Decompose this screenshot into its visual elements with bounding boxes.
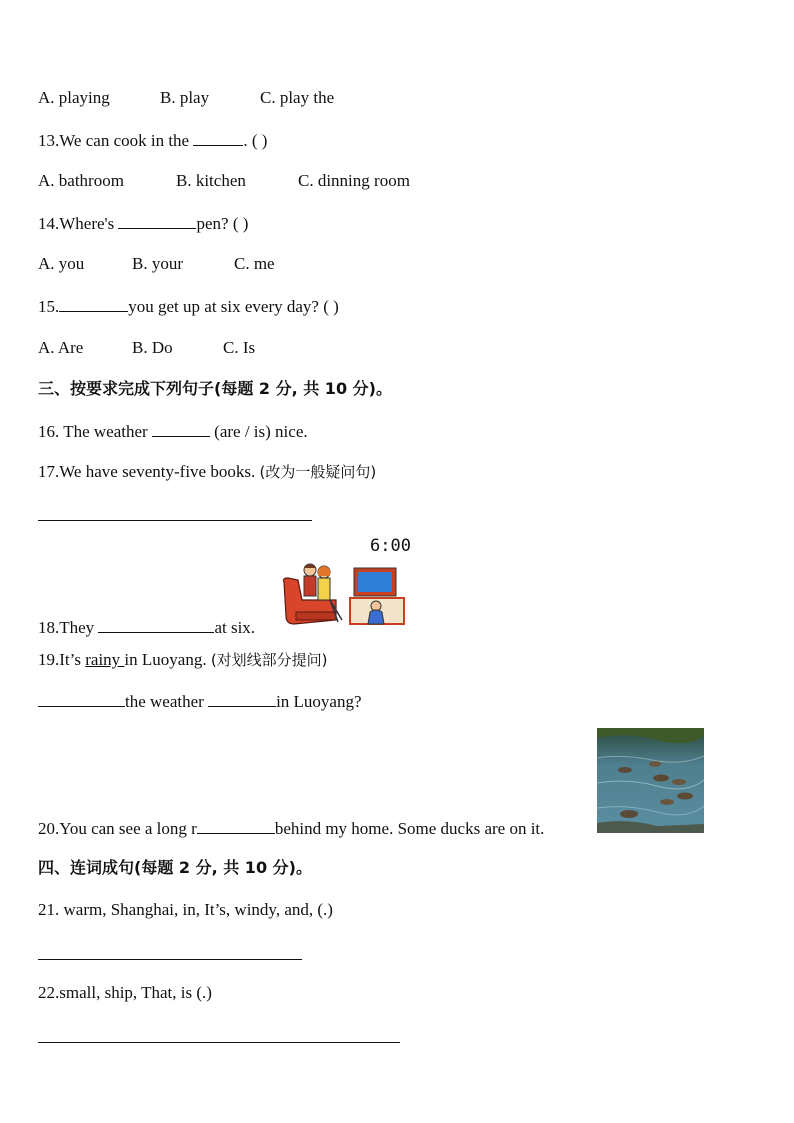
q20-number: 20. xyxy=(38,819,60,838)
q19-underlined-word: rainy xyxy=(85,650,125,669)
q18-text-post: at six. xyxy=(214,618,256,637)
q14-option-a[interactable]: A. you xyxy=(38,254,85,273)
q18-question xyxy=(38,616,255,639)
q22-question xyxy=(38,982,212,1004)
q20-text-post: behind my home. Some ducks are on it. xyxy=(274,819,545,838)
section-3-heading: 三、按要求完成下列句子(每题 2 分, 共 10 分)。 xyxy=(38,379,392,398)
q19-answer-end: in Luoyang? xyxy=(276,692,362,711)
q22-answer-line[interactable] xyxy=(38,1042,400,1043)
q21-text: . warm, Shanghai, in, It’s, windy, and, (.) xyxy=(55,900,333,919)
q19-answer-mid: the weather xyxy=(125,692,209,711)
q13-text-post: . ( ) xyxy=(243,131,268,150)
q14-question xyxy=(38,212,248,235)
q17-number: 17. xyxy=(38,462,60,481)
q13-option-c[interactable]: C. dinning room xyxy=(298,171,410,190)
q19-number: 19. xyxy=(38,650,60,669)
q14-options xyxy=(38,253,275,275)
ducks-on-river-photo xyxy=(597,728,704,833)
q16-question xyxy=(38,420,308,443)
q15-blank[interactable] xyxy=(59,295,128,312)
q16-number: 16. xyxy=(38,422,60,441)
q13-text-pre: We can cook in the xyxy=(59,131,194,150)
q15-number: 15. xyxy=(38,297,60,316)
q22-text: small, ship, That, is (.) xyxy=(59,983,212,1002)
q17-instruction: (改为一般疑问句) xyxy=(259,463,377,481)
q16-text-pre: The weather xyxy=(59,422,152,441)
q13-question xyxy=(38,129,267,152)
q14-text-pre: Where's xyxy=(59,214,119,233)
q19-blank-1[interactable] xyxy=(38,690,125,707)
q22-number: 22. xyxy=(38,983,60,1002)
q21-number: 21 xyxy=(38,900,55,919)
q20-blank[interactable] xyxy=(197,817,275,834)
q13-option-a[interactable]: A. bathroom xyxy=(38,171,124,190)
q14-number: 14. xyxy=(38,214,60,233)
q20-question xyxy=(38,817,544,840)
q15-option-c[interactable]: C. Is xyxy=(223,338,256,357)
q17-question xyxy=(38,461,376,483)
q18-text-pre: They xyxy=(59,618,99,637)
q13-options xyxy=(38,170,410,192)
q19-instruction: (对划线部分提问) xyxy=(210,651,328,669)
q13-number: 13. xyxy=(38,131,60,150)
q17-answer-line[interactable] xyxy=(38,520,312,521)
family-watching-tv-illustration xyxy=(280,560,410,630)
q21-answer-line[interactable] xyxy=(38,959,302,960)
q14-text-post: pen? ( ) xyxy=(196,214,249,233)
q12-option-a[interactable]: A. playing xyxy=(38,88,110,107)
q20-text-pre: You can see a long r xyxy=(59,819,197,838)
q14-option-b[interactable]: B. your xyxy=(132,254,183,273)
q12-option-c[interactable]: C. play the xyxy=(260,88,335,107)
q12-options xyxy=(38,87,334,109)
q15-question xyxy=(38,295,339,318)
q13-blank[interactable] xyxy=(193,129,243,146)
q15-options xyxy=(38,337,255,359)
q19-answer xyxy=(38,690,362,713)
q14-blank[interactable] xyxy=(118,212,196,229)
q18-number: 18. xyxy=(38,618,60,637)
q15-text-post: you get up at six every day? ( ) xyxy=(128,297,339,316)
q17-text: We have seventy-five books. xyxy=(59,462,256,481)
q19-question xyxy=(38,649,328,671)
q16-text-post: (are / is) nice. xyxy=(209,422,308,441)
q15-option-b[interactable]: B. Do xyxy=(132,338,173,357)
q14-option-c[interactable]: C. me xyxy=(234,254,275,273)
q18-clock-time: 6:00 xyxy=(370,536,411,556)
q12-option-b[interactable]: B. play xyxy=(160,88,210,107)
section-4-heading: 四、连词成句(每题 2 分, 共 10 分)。 xyxy=(38,858,312,877)
q15-option-a[interactable]: A. Are xyxy=(38,338,84,357)
q16-blank[interactable] xyxy=(152,420,210,437)
q19-blank-2[interactable] xyxy=(208,690,276,707)
q19-text-post: in Luoyang. xyxy=(124,650,207,669)
q21-question xyxy=(38,899,333,921)
q19-text-pre: It’s xyxy=(59,650,86,669)
q18-blank[interactable] xyxy=(98,616,214,633)
q13-option-b[interactable]: B. kitchen xyxy=(176,171,246,190)
